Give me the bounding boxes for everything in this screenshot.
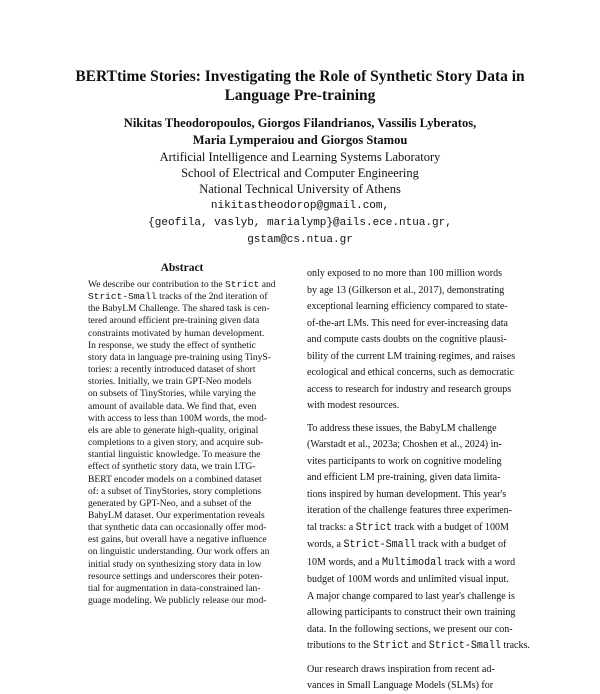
body-line: words, a Strict-Small track with a budget of xyxy=(307,538,507,551)
title-line-2: Language Pre-training xyxy=(224,87,376,104)
body-line: and efficient LM pre-training, given data limita- xyxy=(307,471,501,483)
body-line: access to research for industry and research groups xyxy=(307,382,512,395)
affiliation-line-2: School of Electrical and Computer Engineering xyxy=(181,166,419,180)
body-line: 10M words, and a Multimodal track with a word xyxy=(307,555,516,569)
abstract-line: amount of available data. We find that, even xyxy=(88,400,257,412)
abstract-line: In response, we study the effect of synthetic xyxy=(88,339,256,351)
abstract-line: BERT encoder models on a combined dataset xyxy=(88,473,262,485)
abstract-line: story data in language pre-training using TinyS- xyxy=(88,351,271,363)
body-line: tal tracks: a Strict track with a budget of 100M xyxy=(307,520,509,534)
body-line: of-the-art LMs. This need for ever-increasing data xyxy=(307,316,509,329)
email-line-3: gstam@cs.ntua.gr xyxy=(247,234,353,246)
abstract-heading: Abstract xyxy=(160,262,204,274)
abstract-line: completions to a given story, and acquire sub- xyxy=(88,437,264,449)
body-line: data. In the following sections, we present our con- xyxy=(307,622,513,635)
body-line: bility of the current LM training regimes, and raises xyxy=(307,349,516,362)
author-list xyxy=(0,115,600,149)
body-line: allowing participants to construct their own training xyxy=(307,606,516,618)
email-line-1: nikitastheodorop@gmail.com, xyxy=(210,200,390,212)
abstract-line: els are able to generate high-quality, original xyxy=(88,424,259,436)
abstract-line: tial for augmentation in data-constrained lan- xyxy=(88,582,261,594)
body-line: and compute casts doubts on the cognitive plausi- xyxy=(307,333,507,345)
abstract-line: the BabyLM Challenge. The shared task is cen- xyxy=(88,303,270,315)
author-line-1: Nikitas Theodoropoulos, Giorgos Filandrianos, Vassilis Lyberatos, xyxy=(123,116,477,130)
body-line: vites participants to work on cognitive modeling xyxy=(307,454,502,467)
title-line-1: BERTtime Stories: Investigating the Role of Synthetic Story Data in xyxy=(75,68,525,85)
body-line: by age 13 (Gilkerson et al., 2017), demonstrating xyxy=(307,283,505,296)
body-line: ecological and ethical concerns, such as democratic xyxy=(307,366,514,378)
abstract-line: tered around efficient pre-training given data xyxy=(88,315,260,327)
abstract-line: BabyLM dataset. Our experimentation reveals xyxy=(88,509,265,521)
body-line: tions inspired by human development. This year's xyxy=(307,487,507,500)
body-line: iteration of the challenge features three experimen- xyxy=(307,504,512,516)
body-line: tributions to the Strict and Strict-Small tracks. xyxy=(307,639,530,652)
abstract-line: stories. Initially, we train GPT-Neo models xyxy=(88,376,252,388)
abstract-line: of: a subset of TinyStories, story completions xyxy=(88,485,262,497)
introduction-body xyxy=(307,265,547,694)
abstract-line: Strict-Small tracks of the 2nd iteration of xyxy=(88,291,268,303)
body-line: A major change compared to last year's challenge is xyxy=(307,589,515,602)
paper-title xyxy=(0,67,600,105)
affiliation-line-1: Artificial Intelligence and Learning Systems Laboratory xyxy=(159,150,441,164)
author-line-2: Maria Lymperaiou and Giorgos Stamou xyxy=(192,133,408,147)
body-line: To address these issues, the BabyLM challenge xyxy=(307,421,497,434)
abstract-body xyxy=(88,279,277,607)
body-line: budget of 100M words and unlimited visual input. xyxy=(307,573,509,585)
body-line: Our research draws inspiration from recent ad- xyxy=(307,662,495,675)
abstract-line: on linguistic understanding. Our work offers an xyxy=(88,546,270,558)
abstract-line: guage modeling. We publicly release our mod- xyxy=(88,595,267,607)
abstract-line: effect of synthetic story data, we train LTG- xyxy=(88,461,256,473)
abstract-line: generated by GPT-Neo, and a subset of the xyxy=(88,497,252,509)
abstract-line: on subsets of TinyStories, while varying the xyxy=(88,388,256,400)
abstract-line: with access to less than 100M words, the mod- xyxy=(88,412,267,424)
body-line: (Warstadt et al., 2023a; Choshen et al., 2024) in- xyxy=(307,438,502,450)
body-line: with modest resources. xyxy=(307,399,400,411)
affiliation xyxy=(0,149,600,197)
emails xyxy=(0,198,600,249)
body-line: vances in Small Language Models (SLMs) for xyxy=(307,679,494,691)
abstract-line: stantial linguistic knowledge. To measure the xyxy=(88,449,261,461)
body-line: exceptional learning efficiency compared to state- xyxy=(307,300,508,312)
abstract-line: tories: a recently introduced dataset of short xyxy=(88,364,256,376)
body-line: only exposed to no more than 100 million words xyxy=(307,267,503,279)
abstract-line: that synthetic data can occasionally offer mod- xyxy=(88,522,267,534)
email-line-2: {geofila, vaslyb, marialymp}@ails.ece.ntua.gr, xyxy=(148,217,452,229)
abstract-line: resource settings and underscores their poten- xyxy=(88,570,263,582)
abstract-line: We describe our contribution to the Strict and xyxy=(88,279,276,290)
abstract-line: est gains, but overall have a negative influence xyxy=(88,534,267,546)
abstract-line: initial study on synthesizing story data in low xyxy=(88,558,262,570)
abstract-line: constraints motivated by human development. xyxy=(88,327,265,339)
affiliation-line-3: National Technical University of Athens xyxy=(199,182,401,196)
